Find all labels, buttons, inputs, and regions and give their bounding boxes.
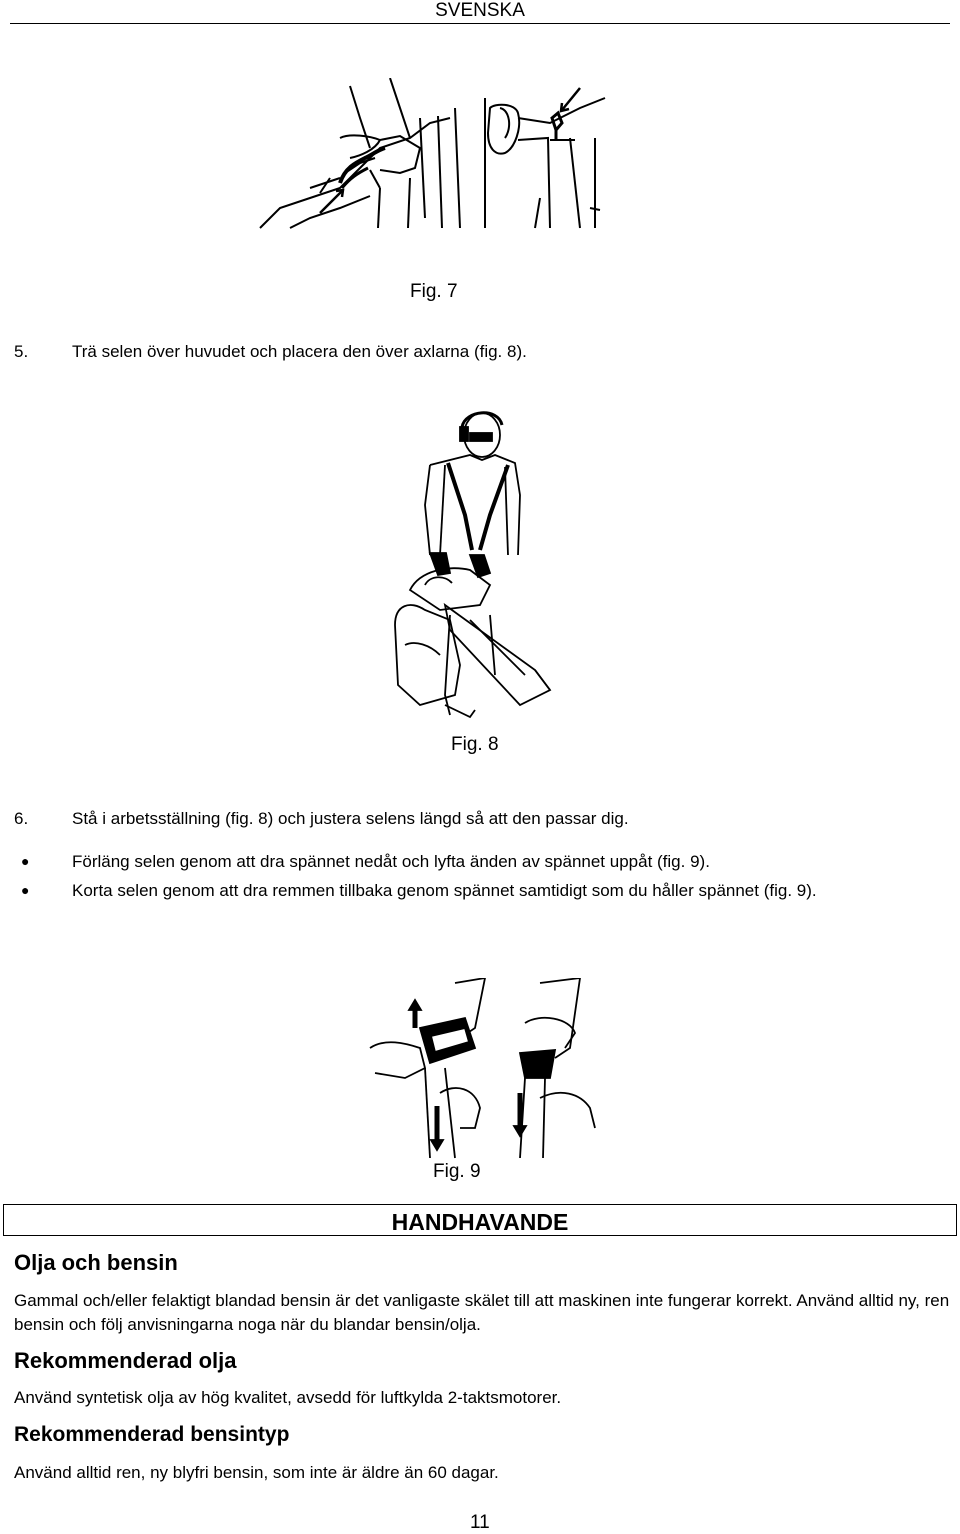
fig7-caption: Fig. 7	[410, 281, 458, 302]
fig8-illustration	[390, 405, 560, 725]
step-6-text: Stå i arbetsställning (fig. 8) och justera selens längd så att den passar dig.	[72, 809, 629, 828]
recommended-oil-heading: Rekommenderad olja	[14, 1348, 237, 1373]
recommended-oil-text: Använd syntetisk olja av hög kvalitet, avsedd för luftkylda 2-taktsmotorer.	[14, 1388, 562, 1407]
step-6-number: 6.	[14, 809, 29, 828]
page-number: 11	[470, 1512, 490, 1533]
fig7-illustration	[250, 78, 610, 238]
section-title: HANDHAVANDE	[391, 1209, 569, 1235]
oil-fuel-paragraph: Gammal och/eller felaktigt blandad bensin är det vanligaste skälet till att maskinen inte fungerar korrekt. Använd alltid ny, ren bensin och följ anvisningarna noga när du blandar bensin/olja.	[14, 1291, 950, 1334]
step-5-text: Trä selen över huvudet och placera den över axlarna (fig. 8).	[72, 342, 527, 361]
bullet-icon: ●	[21, 882, 30, 898]
header-divider	[10, 23, 950, 24]
bullet-1-text: Förläng selen genom att dra spännet nedåt och lyfta änden av spännet uppåt (fig. 9).	[72, 852, 710, 871]
fig9-caption: Fig. 9	[433, 1161, 481, 1182]
step-5-number: 5.	[14, 342, 29, 361]
bullet-icon: ●	[21, 853, 30, 869]
fig9-illustration	[365, 978, 605, 1163]
recommended-fuel-heading: Rekommenderad bensintyp	[14, 1423, 290, 1446]
bullet-2-text: Korta selen genom att dra remmen tillbaka genom spännet samtidigt som du håller spännet (fig. 9).	[72, 881, 817, 900]
oil-fuel-heading: Olja och bensin	[14, 1250, 178, 1275]
header-language: SVENSKA	[435, 0, 525, 21]
fig8-caption: Fig. 8	[451, 734, 499, 755]
recommended-fuel-text: Använd alltid ren, ny blyfri bensin, som inte är äldre än 60 dagar.	[14, 1463, 499, 1482]
